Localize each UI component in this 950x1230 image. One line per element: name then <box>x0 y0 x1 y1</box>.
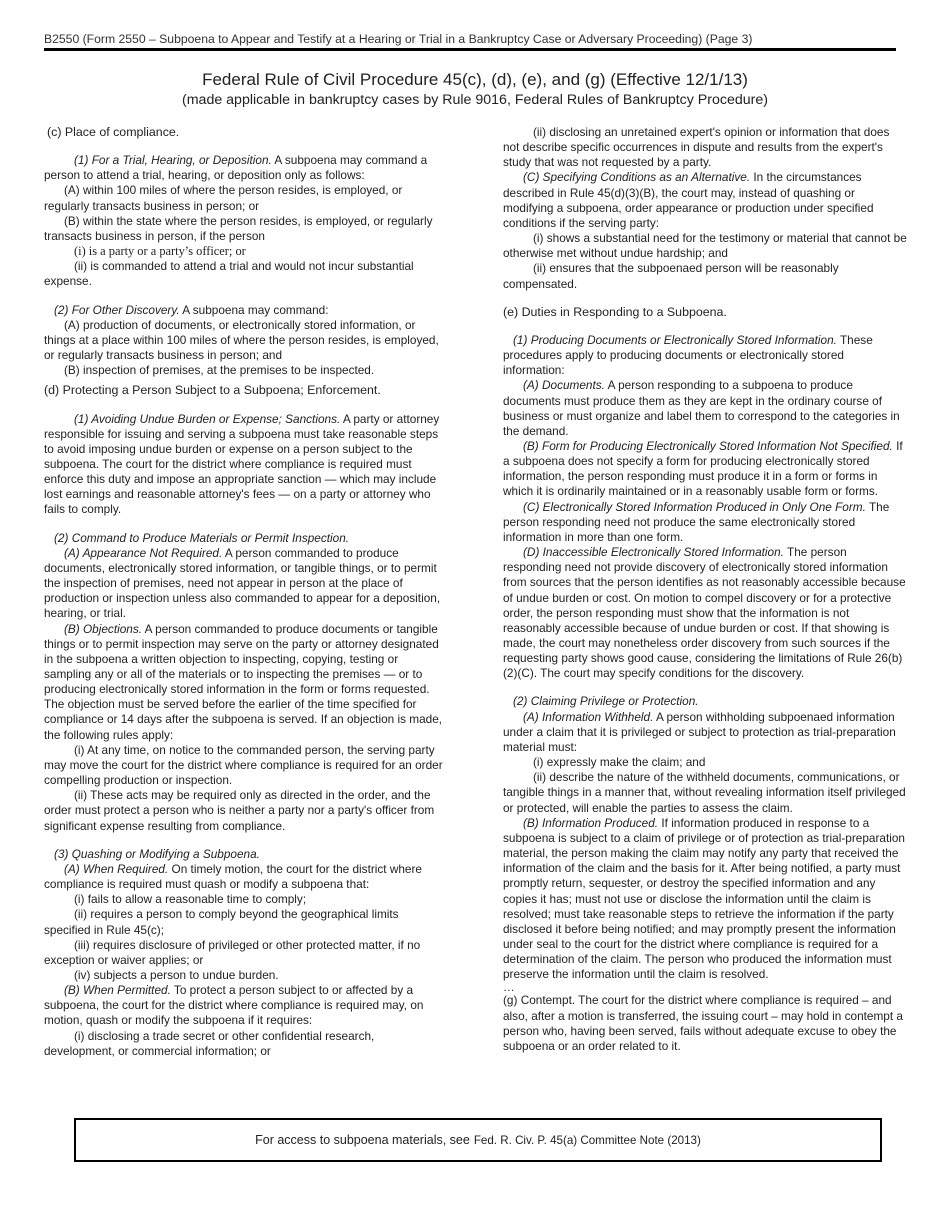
paragraph-d2 <box>44 531 448 546</box>
paragraph-d3-c <box>503 170 907 231</box>
left-column <box>44 125 448 1059</box>
paragraph-d2-b-i: (i) At any time, on notice to the commanded person, the serving party may move the court for the district where compliance is required for an order compelling production or inspection. <box>44 742 443 788</box>
paragraph-e1 <box>503 333 907 378</box>
paragraph-e2 <box>503 694 907 709</box>
header-rule <box>44 48 896 51</box>
paragraph-c1-b-ii: (ii) is commanded to attend a trial and would not incur substantial expense. <box>44 259 414 289</box>
label: (1) For a Trial, Hearing, or Deposition. <box>74 153 272 168</box>
text: A person responding to a subpoena to produce documents must produce them as they are kept in the ordinary course of business or must organize and label them to correspond to the categories in the demand. <box>503 378 900 438</box>
paragraph-d3-a-ii: (ii) requires a person to comply beyond the geographical limits specified in Rule 45(c); <box>44 907 399 937</box>
paragraph-c1-b: (B) within the state where the person resides, is employed, or regularly transacts business in person, if the person <box>44 213 433 243</box>
footer-note-prefix: For access to subpoena materials, see <box>255 1133 470 1147</box>
paragraph-c2 <box>44 303 448 318</box>
paragraph-d3 <box>44 847 448 862</box>
paragraph-e2-a <box>503 710 907 755</box>
label: (A) Appearance Not Required. <box>64 545 223 560</box>
label: (2) For Other Discovery. <box>54 302 180 317</box>
label: (B) Form for Producing Electronically Stored Information Not Specified. <box>523 438 893 453</box>
section-d-heading: (d) Protecting a Person Subject to a Subpoena; Enforcement. <box>44 383 381 398</box>
paragraph-e1-d <box>503 545 907 681</box>
text: A person commanded to produce documents or tangible things or to permit inspection may serve on the party or attorney designated in the subpoena a written objection to inspecting, copying, testing or sampling any or all of the materials or to inspecting the premises — or to producing electronically stored information in the form or forms requested. The objection must be served before the earlier of the time specified for compliance or 14 days after the subpoena is served. If an objection is made, the following rules apply: <box>44 621 443 742</box>
label: (C) Electronically Stored Information Produced in Only One Form. <box>523 499 866 514</box>
text: In the circumstances described in Rule 45(d)(3)(B), the court may, instead of quashing or modifying a subpoena, order appearance or production under specified conditions if the serving party: <box>503 170 874 230</box>
text: To protect a person subject to or affected by a subpoena, the court for the district where compliance is required may, on motion, quash or modify the subpoena if it requires: <box>44 983 424 1028</box>
label: (2) Command to Produce Materials or Permit Inspection. <box>54 530 350 545</box>
label: (B) Objections. <box>64 621 143 636</box>
text: The person responding need not produce the same electronically stored information in more than one form. <box>503 499 890 544</box>
form-header: B2550 (Form 2550 – Subpoena to Appear and Testify at a Hearing or Trial in a Bankruptcy Case or Adversary Proceeding) (Page 3) <box>44 32 753 46</box>
label: (A) When Required. <box>64 861 169 876</box>
paragraph-d2-b-ii: (ii) These acts may be required only as directed in the order, and the order must protect a person who is neither a party nor a party's officer from significant expense resulting from compliance. <box>44 788 435 833</box>
label: (3) Quashing or Modifying a Subpoena. <box>54 846 260 861</box>
paragraph-e1-b <box>503 439 907 500</box>
paragraph-d2-b <box>44 622 448 743</box>
text: On timely motion, the court for the district where compliance is required must quash or modify a subpoena that: <box>44 861 422 892</box>
label: (A) Documents. <box>523 378 605 393</box>
label: (2) Claiming Privilege or Protection. <box>513 694 699 709</box>
paragraph-d3-b <box>44 983 448 1028</box>
text: A person commanded to produce documents, electronically stored information, or tangible things, or to permit the inspection of premises, need not appear in person at the place of production or inspection unless also commanded to appear for a deposition, hearing, or trial. <box>44 545 441 621</box>
paragraph-d3-b-ii: (ii) disclosing an unretained expert's opinion or information that does not describe specific occurrences in dispute and results from the expert's study that was not requested by a party. <box>503 125 890 170</box>
paragraph-c2-b: (B) inspection of premises, at the premises to be inspected. <box>64 363 375 378</box>
text: If a subpoena does not specify a form for producing electronically stored information, the person responding must produce it in a form or forms in which it is ordinarily maintained or in a reasonably usable form or forms. <box>503 438 903 499</box>
text: A subpoena may command: <box>179 302 329 317</box>
section-c-heading: (c) Place of compliance. <box>47 125 180 139</box>
paragraph-e1-c <box>503 500 907 545</box>
paragraph-d3-c-i: (i) shows a substantial need for the testimony or material that cannot be otherwise met without undue hardship; and <box>503 231 907 261</box>
label: (D) Inaccessible Electronically Stored Information. <box>523 545 784 560</box>
paragraph-d3-a-iv: (iv) subjects a person to undue burden. <box>74 967 279 982</box>
paragraph-e2-a-i: (i) expressly make the claim; and <box>533 755 706 770</box>
paragraph-e2-b <box>503 816 907 983</box>
text: A person withholding subpoenaed information under a claim that it is privileged or subject to protection as trial-preparation material must: <box>503 709 896 754</box>
right-column <box>503 125 907 1054</box>
section-e-heading: (e) Duties in Responding to a Subpoena. <box>503 304 727 319</box>
paragraph-d3-b-i: (i) disclosing a trade secret or other confidential research, development, or commercial information; or <box>44 1028 375 1058</box>
text: These procedures apply to producing documents or electronically stored information: <box>503 332 873 378</box>
paragraph-d3-a-i: (i) fails to allow a reasonable time to comply; <box>74 892 307 907</box>
label: (A) Information Withheld. <box>523 709 654 724</box>
footer-note-box <box>74 1118 882 1162</box>
paragraph-d1 <box>44 412 448 518</box>
text: A subpoena may command a person to attend a trial, hearing, or deposition only as follows: <box>44 153 428 183</box>
paragraph-g: (g) Contempt. The court for the district where compliance is required – and also, after a motion is transferred, the issuing court – may hold in contempt a person who, having been served, fails without adequate excuse to obey the subpoena or an order related to it. <box>503 993 903 1053</box>
page-title: Federal Rule of Civil Procedure 45(c), (d), (e), and (g) (Effective 12/1/13) <box>202 70 748 89</box>
label: (B) When Permitted. <box>64 983 171 998</box>
paragraph-d3-a-iii: (iii) requires disclosure of privileged or other protected matter, if no exception or waiver applies; or <box>44 937 421 967</box>
ellipsis: … <box>503 980 516 995</box>
label: (1) Avoiding Undue Burden or Expense; Sanctions. <box>74 411 341 426</box>
page-subtitle: (made applicable in bankruptcy cases by Rule 9016, Federal Rules of Bankruptcy Procedure) <box>182 92 768 108</box>
text: The person responding need not provide discovery of electronically stored information from sources that the person identifies as not reasonably accessible because of undue burden or cost. On motion to compel discovery or for a protective order, the person responding must show that the information is not reasonably accessible because of undue burden or cost. If that showing is made, the court may nonetheless order discovery from such sources if the requesting party shows good cause, considering the limitations of Rule 26(b)(2)(C). The court may specify conditions for the discovery. <box>503 545 906 681</box>
label: (1) Producing Documents or Electronically Stored Information. <box>513 332 837 347</box>
paragraph-d3-c-ii: (ii) ensures that the subpoenaed person will be reasonably compensated. <box>503 261 839 291</box>
paragraph-c1-a: (A) within 100 miles of where the person resides, is employed, or regularly transacts business in person; or <box>44 183 403 213</box>
footer-note-reference: Fed. R. Civ. P. 45(a) Committee Note (2013) <box>473 1133 701 1147</box>
paragraph-c2-a: (A) production of documents, or electronically stored information, or things at a place within 100 miles of where the person resides, is employed, or regularly transacts business in person; and <box>44 317 439 363</box>
paragraph-c1-b-i: (i) is a party or a party’s officer; or <box>74 244 246 259</box>
text: A party or attorney responsible for issuing and serving a subpoena must take reasonable steps to avoid imposing undue burden or expense on a person subject to the subpoena. The court for the district where compliance is required must enforce this duty and impose an appropriate sanction — which may include lost earnings and reasonable attorney's fees — on a party or attorney who fails to comply. <box>44 411 440 517</box>
text: If information produced in response to a subpoena is subject to a claim of privilege or of protection as trial-preparation material, the person making the claim may notify any party that received the information of the claim and the basis for it. After being notified, a party must promptly return, sequester, or destroy the specified information and any copies it has; must not use or disclose the information until the claim is resolved; must take reasonable steps to retrieve the information if the party disclosed it before being notified; and may promptly present the information under seal to the court for the district where compliance is required for a determination of the claim. The person who produced the information must preserve the information until the claim is resolved. <box>503 815 905 982</box>
paragraph-d3-a <box>44 862 448 892</box>
paragraph-e1-a <box>503 378 907 439</box>
label: (C) Specifying Conditions as an Alternative. <box>523 170 751 185</box>
label: (B) Information Produced. <box>523 815 659 830</box>
paragraph-e2-a-ii: (ii) describe the nature of the withheld documents, communications, or tangible things in a manner that, without revealing information itself privileged or protected, will enable the parties to assess the claim. <box>503 770 906 815</box>
paragraph-c1 <box>44 153 448 183</box>
paragraph-d2-a <box>44 546 448 622</box>
